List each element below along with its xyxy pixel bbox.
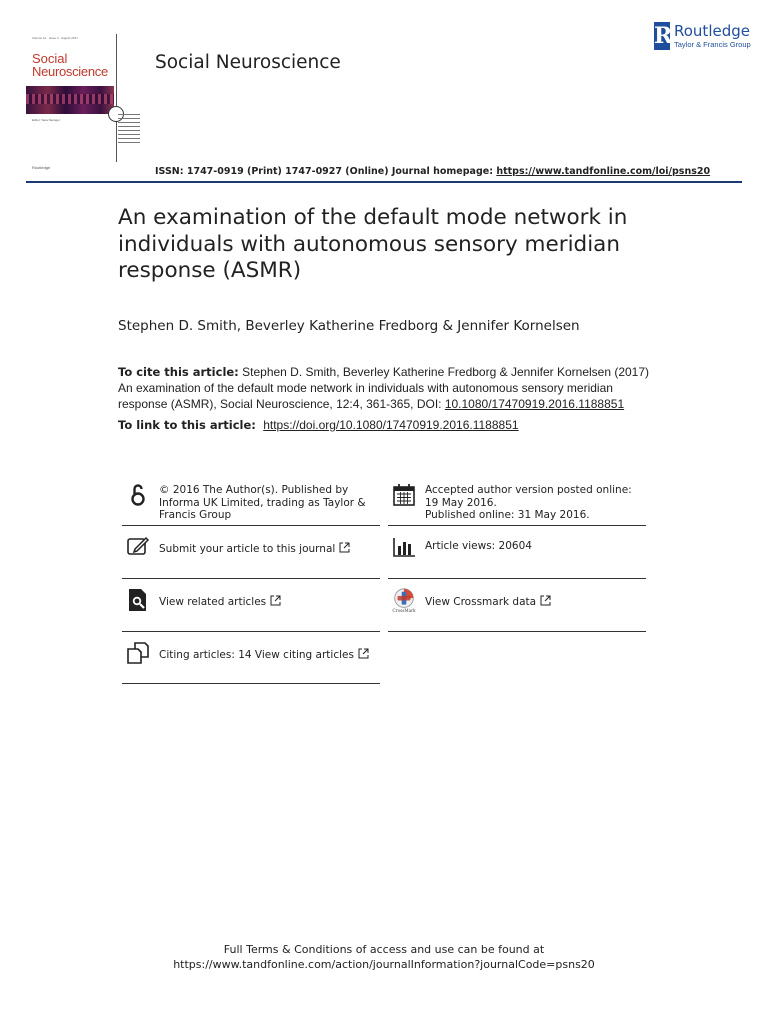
journal-homepage-link[interactable]: https://www.tandfonline.com/loi/psns20 [496,166,711,177]
bar-chart-icon [392,534,416,560]
publication-dates-cell [388,482,646,526]
cell-divider [388,525,646,526]
article-link-line [118,418,519,432]
article-views-cell [388,534,646,579]
citation-label: To cite this article: [118,365,239,379]
cell-divider [122,578,380,579]
footer-terms [0,942,768,972]
cell-divider [122,631,380,632]
citing-articles-label: Citing articles: 14 View citing articles [159,649,354,661]
accepted-date: Accepted author version posted online: 19 May 2016. [425,484,632,509]
publisher-name: Routledge [674,22,750,40]
calendar-icon [392,482,416,508]
doi-link[interactable]: 10.1080/17470919.2016.1188851 [444,397,625,411]
submit-article-link[interactable] [159,542,350,556]
article-views: Article views: 20604 [425,540,532,552]
related-articles-cell[interactable] [122,587,380,632]
cover-title-line2: Neuroscience [32,64,108,79]
issn-text: ISSN: 1747-0919 (Print) 1747-0927 (Online) Journal homepage: [155,166,493,177]
submit-article-label: Submit your article to this journal [159,543,336,555]
footer-terms-url[interactable]: https://www.tandfonline.com/action/journalInformation?journalCode=psns20 [173,958,595,971]
citing-articles-icon [126,640,150,666]
footer-terms-text: Full Terms & Conditions of access and use can be found at [223,943,545,956]
external-link-icon [339,542,350,553]
published-date: Published online: 31 May 2016. [425,509,590,521]
copyright-text: © 2016 The Author(s). Published by Informa UK Limited, trading as Taylor & Francis Group [159,484,366,521]
edit-icon [126,534,150,560]
submit-article-cell[interactable] [122,534,380,579]
cover-meta: Volume 12 · Issue 4 · August 2017 [32,36,78,40]
cover-image-texture [26,94,114,104]
external-link-icon [358,648,369,659]
routledge-r-icon: R [654,23,673,49]
copyright-cell [122,482,380,526]
publisher-mini-label: Routledge [32,165,51,170]
open-access-icon [126,482,150,508]
publication-dates [425,484,647,522]
search-document-icon [126,587,150,613]
routledge-logo[interactable] [654,22,754,52]
publisher-mini-logo [32,165,58,173]
link-label: To link to this article: [118,418,256,432]
cell-divider [388,578,646,579]
cover-divider [116,34,117,162]
cell-divider [388,631,646,632]
citing-articles-cell[interactable] [122,640,380,684]
citation-text: Stephen D. Smith, Beverley Katherine Fredborg & Jennifer Kornelsen (2017) An examination of the default mode network in individuals with autonomous sensory meridian response (ASMR), Social Neuroscience, 12:4, 361-365, DOI: [118,365,650,411]
crossmark-icon [392,587,416,613]
cell-divider [122,683,380,684]
citation-block [118,364,658,412]
journal-title: Social Neuroscience [155,52,341,73]
external-link-icon [270,595,281,606]
crossmark-cell[interactable] [388,587,646,632]
header-divider [26,181,742,183]
cover-stripes [118,114,140,144]
citing-articles-link[interactable] [159,648,369,662]
external-link-icon [540,595,551,606]
crossmark-label: View Crossmark data [425,596,537,608]
related-articles-label: View related articles [159,596,267,608]
crossmark-small-label: CrossMark [392,608,416,613]
article-doi-url[interactable]: https://doi.org/10.1080/17470919.2016.1188851 [263,418,519,432]
cover-editor: Editor: Sara Steinger [32,118,60,122]
issn-line [155,166,710,177]
related-articles-link[interactable] [159,595,281,609]
cell-divider [122,525,380,526]
crossmark-link[interactable] [425,595,551,609]
cover-title-line1: Social [32,51,68,66]
article-title: An examination of the default mode network in individuals with autonomous sensory meridian response (ASMR) [118,205,628,283]
journal-cover-thumbnail [24,34,118,162]
article-authors: Stephen D. Smith, Beverley Katherine Fredborg & Jennifer Kornelsen [118,318,580,334]
publisher-subtitle: Taylor & Francis Group [674,40,751,49]
